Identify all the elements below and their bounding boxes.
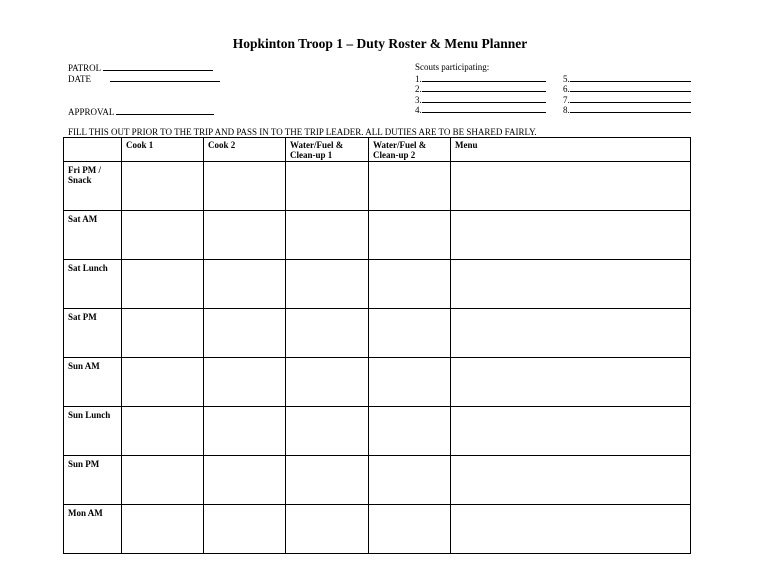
scouts-participating [415,62,711,115]
scout-number: 4. [415,105,422,115]
roster-cell[interactable] [369,162,451,211]
roster-cell[interactable] [369,407,451,456]
duty-roster-table [63,137,691,554]
scout-number: 8. [563,105,570,115]
scout-name-line [570,104,691,113]
roster-cell[interactable] [204,211,286,260]
scout-entry[interactable] [563,73,711,84]
scouts-heading: Scouts participating: [415,62,490,72]
approval-field[interactable] [68,106,214,118]
scout-entry[interactable] [415,83,563,94]
roster-cell[interactable] [451,358,691,407]
roster-cell[interactable] [369,505,451,554]
table-row [64,358,691,407]
column-header [64,138,122,162]
roster-cell[interactable] [286,260,369,309]
row-label: Sun Lunch [64,407,122,456]
scout-number: 7. [563,94,570,105]
roster-cell[interactable] [451,407,691,456]
scout-name-line [570,83,691,92]
roster-cell[interactable] [286,456,369,505]
roster-cell[interactable] [204,162,286,211]
scout-entry[interactable] [563,104,711,115]
roster-cell[interactable] [369,456,451,505]
scout-name-line [570,73,691,82]
approval-label: APPROVAL [68,107,115,117]
date-field[interactable] [68,73,220,85]
row-label: Sun PM [64,456,122,505]
roster-cell[interactable] [451,162,691,211]
roster-cell[interactable] [204,456,286,505]
scout-entry[interactable] [415,73,563,84]
roster-cell[interactable] [286,505,369,554]
row-label: Sun AM [64,358,122,407]
roster-cell[interactable] [286,358,369,407]
patrol-line [103,62,213,71]
column-header: Menu [451,138,691,162]
table-row [64,211,691,260]
roster-cell[interactable] [122,505,204,554]
scout-number: 2. [415,84,422,94]
page-title: Hopkinton Troop 1 – Duty Roster & Menu Planner [232,36,528,51]
roster-cell[interactable] [286,407,369,456]
roster-cell[interactable] [286,211,369,260]
row-label: Mon AM [64,505,122,554]
table-row [64,456,691,505]
scout-entry[interactable] [563,94,711,105]
roster-cell[interactable] [204,260,286,309]
roster-cell[interactable] [204,358,286,407]
roster-cell[interactable] [122,358,204,407]
roster-cell[interactable] [451,456,691,505]
scout-number: 5. [563,73,570,84]
date-line [110,73,220,82]
roster-cell[interactable] [122,456,204,505]
roster-cell[interactable] [286,162,369,211]
scout-name-line [422,94,546,103]
roster-cell[interactable] [369,260,451,309]
column-header: Water/Fuel & Clean-up 1 [286,138,369,162]
scout-row [415,83,711,94]
scout-entry[interactable] [563,83,711,94]
roster-cell[interactable] [122,162,204,211]
row-label: Sat PM [64,309,122,358]
roster-cell[interactable] [122,309,204,358]
table-row [64,309,691,358]
row-label: Fri PM / Snack [64,162,122,211]
roster-cell[interactable] [122,407,204,456]
roster-cell[interactable] [204,505,286,554]
scout-row [415,104,711,115]
table-row [64,260,691,309]
column-header: Water/Fuel & Clean-up 2 [369,138,451,162]
row-label: Sat AM [64,211,122,260]
scout-name-line [570,94,691,103]
table-row [64,505,691,554]
scout-number: 1. [415,73,422,84]
patrol-label: PATROL [68,63,101,73]
table-row [64,162,691,211]
scout-entry[interactable] [415,94,563,105]
roster-cell[interactable] [451,260,691,309]
row-label: Sat Lunch [64,260,122,309]
roster-cell[interactable] [451,211,691,260]
scout-name-line [422,83,546,92]
roster-cell[interactable] [369,358,451,407]
roster-cell[interactable] [204,309,286,358]
roster-cell[interactable] [451,505,691,554]
table-row [64,407,691,456]
roster-cell[interactable] [451,309,691,358]
scout-row [415,73,711,84]
scout-name-line [422,73,546,82]
date-label: DATE [68,73,91,84]
roster-cell[interactable] [122,260,204,309]
scout-entry[interactable] [415,104,563,115]
scout-number: 3. [415,94,422,105]
roster-cell[interactable] [286,309,369,358]
roster-cell[interactable] [122,211,204,260]
roster-cell[interactable] [204,407,286,456]
roster-cell[interactable] [369,211,451,260]
roster-cell[interactable] [369,309,451,358]
column-header: Cook 1 [122,138,204,162]
instructions: FILL THIS OUT PRIOR TO THE TRIP AND PASS IN TO THE TRIP LEADER. ALL DUTIES ARE TO BE SHARED FAIRLY. [68,127,537,137]
scout-name-line [422,104,546,113]
table-header-row [64,138,691,162]
scout-row [415,94,711,105]
scout-number: 6. [563,84,570,94]
approval-line [116,106,214,115]
column-header: Cook 2 [204,138,286,162]
